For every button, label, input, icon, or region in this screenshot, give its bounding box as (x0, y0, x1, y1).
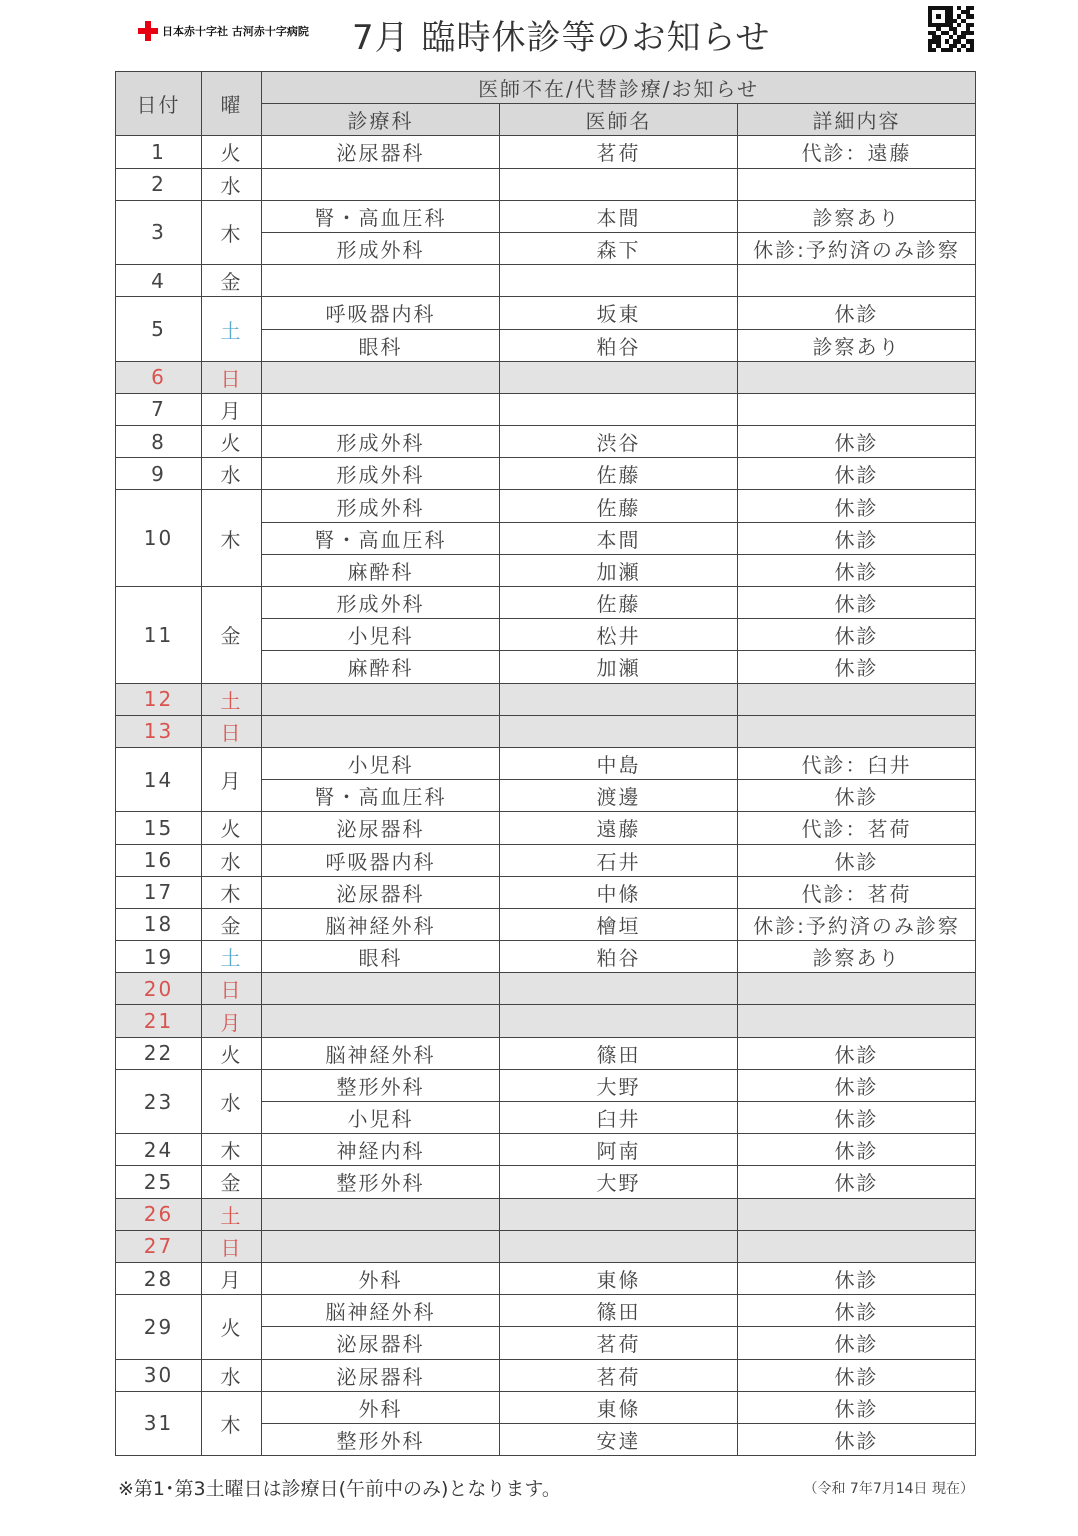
weekday-cell: 日 (202, 715, 262, 747)
weekday-cell: 月 (202, 1262, 262, 1294)
dept-cell: 形成外科 (262, 232, 500, 264)
date-cell: 16 (116, 844, 202, 876)
date-cell: 18 (116, 908, 202, 940)
doctor-cell: 安達 (500, 1423, 738, 1455)
doctor-cell: 佐藤 (500, 458, 738, 490)
doctor-cell: 篠田 (500, 1037, 738, 1069)
doctor-cell: 大野 (500, 1166, 738, 1198)
table-row (116, 747, 976, 779)
as-of-date: （令和 7年7月14日 現在） (803, 1481, 974, 1497)
dept-cell: 整形外科 (262, 1423, 500, 1455)
detail-cell (738, 973, 976, 1005)
dept-cell: 小児科 (262, 619, 500, 651)
doctor-cell: 松井 (500, 619, 738, 651)
dept-cell: 形成外科 (262, 458, 500, 490)
detail-cell: 休診 (738, 1423, 976, 1455)
dept-cell: 呼吸器内科 (262, 844, 500, 876)
table-row (116, 1166, 976, 1198)
dept-cell: 眼科 (262, 329, 500, 361)
dept-cell: 麻酔科 (262, 651, 500, 683)
doctor-cell: 東條 (500, 1262, 738, 1294)
table-row (116, 1069, 976, 1101)
detail-cell: 休診 (738, 587, 976, 619)
doctor-cell: 大野 (500, 1069, 738, 1101)
date-cell: 30 (116, 1359, 202, 1391)
doctor-cell: 本間 (500, 522, 738, 554)
detail-cell: 休診:予約済のみ診察 (738, 232, 976, 264)
weekday-cell: 金 (202, 265, 262, 297)
doctor-cell: 中島 (500, 747, 738, 779)
detail-cell: 休診 (738, 1134, 976, 1166)
detail-cell: 代診：茗荷 (738, 812, 976, 844)
weekday-cell: 土 (202, 297, 262, 361)
detail-cell (738, 361, 976, 393)
hospital-name: 日本赤十字社 古河赤十字病院 (162, 25, 309, 38)
doctor-cell (500, 1198, 738, 1230)
weekday-cell: 木 (202, 1134, 262, 1166)
footnote: ※第1･第3土曜日は診療日(午前中のみ)となります。 (118, 1478, 561, 1500)
table-row (116, 1037, 976, 1069)
table-row (116, 1391, 976, 1423)
table-row (116, 908, 976, 940)
date-cell: 24 (116, 1134, 202, 1166)
detail-cell (738, 1230, 976, 1262)
detail-cell: 休診 (738, 1069, 976, 1101)
doctor-cell (500, 265, 738, 297)
column-header-doctor: 医師名 (500, 104, 738, 136)
detail-cell: 休診:予約済のみ診察 (738, 908, 976, 940)
doctor-cell: 渡邊 (500, 780, 738, 812)
detail-cell: 診察あり (738, 941, 976, 973)
date-cell: 23 (116, 1069, 202, 1133)
detail-cell: 代診：臼井 (738, 747, 976, 779)
dept-cell (262, 1005, 500, 1037)
weekday-cell: 水 (202, 458, 262, 490)
detail-cell: 代診：茗荷 (738, 876, 976, 908)
detail-cell (738, 393, 976, 425)
table-row (116, 941, 976, 973)
column-header-date: 日付 (116, 72, 202, 136)
dept-cell (262, 265, 500, 297)
dept-cell (262, 973, 500, 1005)
doctor-cell: 粕谷 (500, 941, 738, 973)
date-cell: 12 (116, 683, 202, 715)
dept-cell (262, 168, 500, 200)
doctor-cell: 坂東 (500, 297, 738, 329)
doctor-cell (500, 168, 738, 200)
weekday-cell: 木 (202, 876, 262, 908)
date-cell: 22 (116, 1037, 202, 1069)
table-row (116, 1134, 976, 1166)
dept-cell (262, 1230, 500, 1262)
date-cell: 14 (116, 747, 202, 811)
dept-cell: 小児科 (262, 1102, 500, 1134)
table-row (116, 393, 976, 425)
date-cell: 15 (116, 812, 202, 844)
weekday-cell: 木 (202, 490, 262, 587)
date-cell: 21 (116, 1005, 202, 1037)
doctor-cell: 石井 (500, 844, 738, 876)
dept-cell: 泌尿器科 (262, 876, 500, 908)
weekday-cell: 火 (202, 812, 262, 844)
dept-cell: 腎・高血圧科 (262, 780, 500, 812)
red-cross-icon (138, 21, 158, 41)
table-row (116, 265, 976, 297)
weekday-cell: 土 (202, 941, 262, 973)
date-cell: 8 (116, 426, 202, 458)
table-row (116, 200, 976, 232)
date-cell: 5 (116, 297, 202, 361)
schedule-table (115, 71, 976, 1456)
detail-cell: 休診 (738, 554, 976, 586)
weekday-cell: 日 (202, 361, 262, 393)
doctor-cell: 加瀬 (500, 651, 738, 683)
detail-cell: 休診 (738, 844, 976, 876)
detail-cell: 休診 (738, 490, 976, 522)
detail-cell (738, 1198, 976, 1230)
weekday-cell: 水 (202, 844, 262, 876)
weekday-cell: 日 (202, 1230, 262, 1262)
dept-cell: 呼吸器内科 (262, 297, 500, 329)
table-row (116, 458, 976, 490)
weekday-cell: 水 (202, 168, 262, 200)
date-cell: 27 (116, 1230, 202, 1262)
page-title: 7月 臨時休診等のお知らせ (352, 18, 771, 58)
dept-cell: 形成外科 (262, 587, 500, 619)
detail-cell: 診察あり (738, 200, 976, 232)
detail-cell: 休診 (738, 1327, 976, 1359)
weekday-cell: 水 (202, 1359, 262, 1391)
date-cell: 19 (116, 941, 202, 973)
date-cell: 20 (116, 973, 202, 1005)
doctor-cell: 東條 (500, 1391, 738, 1423)
dept-cell: 形成外科 (262, 426, 500, 458)
detail-cell (738, 1005, 976, 1037)
column-header-weekday: 曜 (202, 72, 262, 136)
table-row (116, 297, 976, 329)
detail-cell: 休診 (738, 1102, 976, 1134)
weekday-cell: 月 (202, 747, 262, 811)
weekday-cell: 木 (202, 200, 262, 264)
dept-cell: 泌尿器科 (262, 812, 500, 844)
date-cell: 4 (116, 265, 202, 297)
weekday-cell: 木 (202, 1391, 262, 1455)
table-row (116, 587, 976, 619)
column-header-detail: 詳細内容 (738, 104, 976, 136)
date-cell: 6 (116, 361, 202, 393)
table-row (116, 1359, 976, 1391)
doctor-cell: 篠田 (500, 1295, 738, 1327)
doctor-cell: 中條 (500, 876, 738, 908)
dept-cell (262, 683, 500, 715)
dept-cell: 整形外科 (262, 1069, 500, 1101)
detail-cell (738, 168, 976, 200)
dept-cell (262, 393, 500, 425)
doctor-cell: 阿南 (500, 1134, 738, 1166)
dept-cell: 麻酔科 (262, 554, 500, 586)
table-row (116, 973, 976, 1005)
detail-cell: 休診 (738, 426, 976, 458)
dept-cell: 外科 (262, 1391, 500, 1423)
detail-cell: 診察あり (738, 329, 976, 361)
doctor-cell (500, 1005, 738, 1037)
doctor-cell: 臼井 (500, 1102, 738, 1134)
date-cell: 1 (116, 136, 202, 168)
detail-cell: 休診 (738, 522, 976, 554)
doctor-cell: 本間 (500, 200, 738, 232)
detail-cell: 休診 (738, 458, 976, 490)
dept-cell: 腎・高血圧科 (262, 200, 500, 232)
table-row (116, 361, 976, 393)
doctor-cell: 茗荷 (500, 1359, 738, 1391)
dept-cell: 小児科 (262, 747, 500, 779)
dept-cell (262, 715, 500, 747)
detail-cell (738, 265, 976, 297)
date-cell: 11 (116, 587, 202, 684)
doctor-cell: 佐藤 (500, 587, 738, 619)
doctor-cell: 檜垣 (500, 908, 738, 940)
doctor-cell (500, 715, 738, 747)
detail-cell: 休診 (738, 1166, 976, 1198)
detail-cell: 休診 (738, 619, 976, 651)
detail-cell: 代診：遠藤 (738, 136, 976, 168)
weekday-cell: 月 (202, 1005, 262, 1037)
dept-cell: 脳神経外科 (262, 1295, 500, 1327)
detail-cell (738, 715, 976, 747)
weekday-cell: 火 (202, 426, 262, 458)
date-cell: 29 (116, 1295, 202, 1359)
table-row (116, 1295, 976, 1327)
detail-cell: 休診 (738, 1262, 976, 1294)
dept-cell: 腎・高血圧科 (262, 522, 500, 554)
date-cell: 3 (116, 200, 202, 264)
date-cell: 25 (116, 1166, 202, 1198)
detail-cell: 休診 (738, 651, 976, 683)
doctor-cell: 渋谷 (500, 426, 738, 458)
doctor-cell: 加瀬 (500, 554, 738, 586)
table-row (116, 136, 976, 168)
table-row (116, 426, 976, 458)
dept-cell: 泌尿器科 (262, 1359, 500, 1391)
date-cell: 26 (116, 1198, 202, 1230)
weekday-cell: 土 (202, 683, 262, 715)
dept-cell: 整形外科 (262, 1166, 500, 1198)
column-header-group: 医師不在/代替診療/お知らせ (262, 72, 976, 104)
detail-cell: 休診 (738, 1391, 976, 1423)
weekday-cell: 水 (202, 1069, 262, 1133)
dept-cell: 脳神経外科 (262, 1037, 500, 1069)
detail-cell: 休診 (738, 297, 976, 329)
detail-cell: 休診 (738, 1037, 976, 1069)
dept-cell: 外科 (262, 1262, 500, 1294)
detail-cell (738, 683, 976, 715)
dept-cell: 形成外科 (262, 490, 500, 522)
weekday-cell: 金 (202, 908, 262, 940)
dept-cell (262, 361, 500, 393)
date-cell: 10 (116, 490, 202, 587)
table-row (116, 715, 976, 747)
doctor-cell (500, 1230, 738, 1262)
doctor-cell (500, 393, 738, 425)
doctor-cell (500, 683, 738, 715)
weekday-cell: 金 (202, 1166, 262, 1198)
table-row (116, 844, 976, 876)
doctor-cell (500, 973, 738, 1005)
dept-cell: 泌尿器科 (262, 1327, 500, 1359)
qr-code-icon[interactable] (928, 6, 974, 52)
dept-cell: 脳神経外科 (262, 908, 500, 940)
doctor-cell: 森下 (500, 232, 738, 264)
table-row (116, 812, 976, 844)
doctor-cell: 茗荷 (500, 1327, 738, 1359)
table-row (116, 1230, 976, 1262)
detail-cell: 休診 (738, 1295, 976, 1327)
weekday-cell: 火 (202, 1295, 262, 1359)
detail-cell: 休診 (738, 780, 976, 812)
hospital-logo (138, 20, 309, 42)
dept-cell: 眼科 (262, 941, 500, 973)
doctor-cell: 遠藤 (500, 812, 738, 844)
dept-cell: 神経内科 (262, 1134, 500, 1166)
page-header (0, 0, 1078, 70)
weekday-cell: 火 (202, 1037, 262, 1069)
doctor-cell: 茗荷 (500, 136, 738, 168)
weekday-cell: 日 (202, 973, 262, 1005)
doctor-cell (500, 361, 738, 393)
doctor-cell: 粕谷 (500, 329, 738, 361)
weekday-cell: 火 (202, 136, 262, 168)
table-row (116, 168, 976, 200)
date-cell: 13 (116, 715, 202, 747)
weekday-cell: 土 (202, 1198, 262, 1230)
table-row (116, 490, 976, 522)
table-row (116, 876, 976, 908)
dept-cell: 泌尿器科 (262, 136, 500, 168)
date-cell: 2 (116, 168, 202, 200)
weekday-cell: 月 (202, 393, 262, 425)
doctor-cell: 佐藤 (500, 490, 738, 522)
column-header-dept: 診療科 (262, 104, 500, 136)
dept-cell (262, 1198, 500, 1230)
date-cell: 28 (116, 1262, 202, 1294)
weekday-cell: 金 (202, 587, 262, 684)
table-row (116, 1005, 976, 1037)
table-row (116, 1198, 976, 1230)
detail-cell: 休診 (738, 1359, 976, 1391)
date-cell: 7 (116, 393, 202, 425)
date-cell: 31 (116, 1391, 202, 1455)
table-row (116, 683, 976, 715)
date-cell: 9 (116, 458, 202, 490)
date-cell: 17 (116, 876, 202, 908)
table-row (116, 1262, 976, 1294)
